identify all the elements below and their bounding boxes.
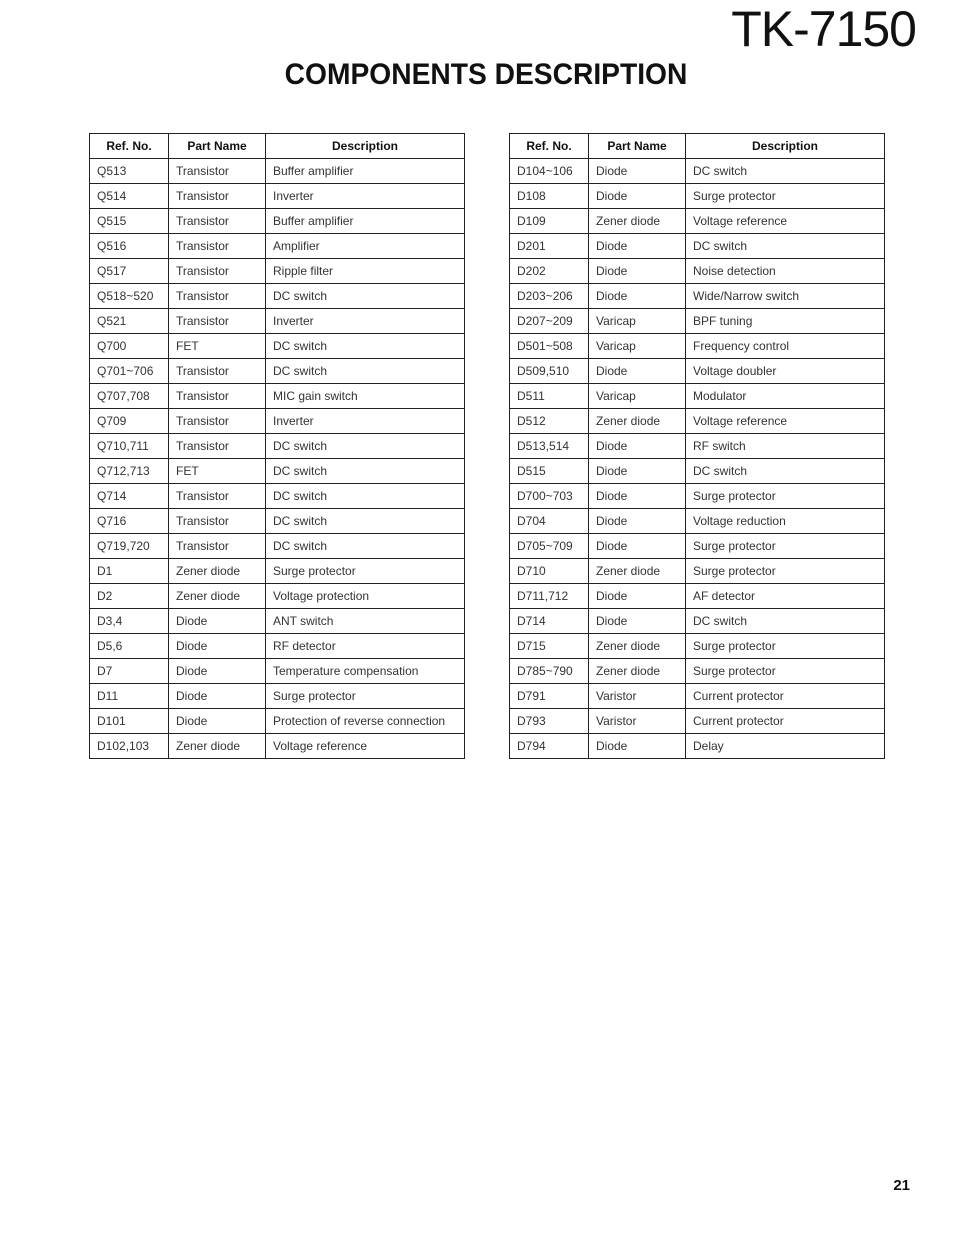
cell-part-name: Transistor [169, 209, 266, 234]
cell-description: Inverter [266, 184, 465, 209]
cell-part-name: Varicap [589, 309, 686, 334]
cell-part-name: Transistor [169, 534, 266, 559]
table-row [90, 459, 465, 484]
cell-ref-no: Q707,708 [90, 384, 169, 409]
cell-ref-no: Q712,713 [90, 459, 169, 484]
page-number: 21 [893, 1177, 910, 1194]
table-row [90, 184, 465, 209]
column-header-ref: Ref. No. [90, 134, 169, 159]
cell-ref-no: Q709 [90, 409, 169, 434]
cell-description: Inverter [266, 409, 465, 434]
table-row [510, 509, 885, 534]
cell-part-name: Zener diode [169, 734, 266, 759]
cell-part-name: Transistor [169, 284, 266, 309]
table-row [90, 734, 465, 759]
cell-ref-no: D791 [510, 684, 589, 709]
cell-ref-no: D794 [510, 734, 589, 759]
cell-part-name: Zener diode [589, 209, 686, 234]
cell-description: Inverter [266, 309, 465, 334]
cell-part-name: Diode [589, 534, 686, 559]
cell-part-name: Transistor [169, 409, 266, 434]
cell-part-name: Diode [589, 434, 686, 459]
cell-description: Surge protector [686, 484, 885, 509]
cell-description: Temperature compensation [266, 659, 465, 684]
cell-ref-no: Q719,720 [90, 534, 169, 559]
table-row [510, 259, 885, 284]
cell-ref-no: D11 [90, 684, 169, 709]
table-row [90, 634, 465, 659]
cell-part-name: Zener diode [589, 659, 686, 684]
cell-description: Surge protector [686, 659, 885, 684]
cell-part-name: Zener diode [169, 584, 266, 609]
table-row [90, 559, 465, 584]
cell-description: Delay [686, 734, 885, 759]
cell-ref-no: D207~209 [510, 309, 589, 334]
cell-description: Voltage doubler [686, 359, 885, 384]
components-table-right-body [510, 159, 885, 759]
table-header-row [510, 134, 885, 159]
table-row [90, 609, 465, 634]
components-table-left-body [90, 159, 465, 759]
cell-part-name: Diode [169, 634, 266, 659]
cell-ref-no: D710 [510, 559, 589, 584]
table-row [90, 209, 465, 234]
cell-description: Surge protector [686, 559, 885, 584]
column-header-desc: Description [686, 134, 885, 159]
cell-description: Voltage protection [266, 584, 465, 609]
cell-part-name: FET [169, 334, 266, 359]
table-row [90, 659, 465, 684]
cell-description: Modulator [686, 384, 885, 409]
cell-ref-no: Q716 [90, 509, 169, 534]
table-row [510, 584, 885, 609]
cell-description: DC switch [266, 484, 465, 509]
cell-part-name: Zener diode [589, 634, 686, 659]
cell-ref-no: D785~790 [510, 659, 589, 684]
table-row [90, 409, 465, 434]
cell-part-name: Diode [589, 484, 686, 509]
cell-ref-no: D202 [510, 259, 589, 284]
cell-part-name: Diode [589, 184, 686, 209]
cell-ref-no: Q517 [90, 259, 169, 284]
cell-part-name: Transistor [169, 259, 266, 284]
cell-part-name: Varistor [589, 684, 686, 709]
cell-description: Ripple filter [266, 259, 465, 284]
cell-ref-no: D109 [510, 209, 589, 234]
cell-ref-no: Q518~520 [90, 284, 169, 309]
cell-description: DC switch [686, 609, 885, 634]
cell-ref-no: D2 [90, 584, 169, 609]
cell-ref-no: D104~106 [510, 159, 589, 184]
table-row [90, 334, 465, 359]
cell-part-name: Transistor [169, 509, 266, 534]
cell-description: MIC gain switch [266, 384, 465, 409]
cell-description: Current protector [686, 709, 885, 734]
cell-ref-no: Q513 [90, 159, 169, 184]
table-row [90, 359, 465, 384]
table-row [510, 734, 885, 759]
cell-part-name: Varicap [589, 384, 686, 409]
cell-ref-no: D201 [510, 234, 589, 259]
cell-part-name: Varistor [589, 709, 686, 734]
table-row [510, 359, 885, 384]
cell-description: DC switch [266, 434, 465, 459]
table-row [510, 284, 885, 309]
cell-part-name: Transistor [169, 359, 266, 384]
cell-ref-no: D714 [510, 609, 589, 634]
cell-ref-no: D102,103 [90, 734, 169, 759]
cell-description: Voltage reduction [686, 509, 885, 534]
table-row [510, 184, 885, 209]
cell-part-name: Transistor [169, 434, 266, 459]
cell-description: Frequency control [686, 334, 885, 359]
cell-description: DC switch [266, 459, 465, 484]
cell-description: Surge protector [686, 634, 885, 659]
cell-part-name: Diode [589, 284, 686, 309]
cell-description: DC switch [266, 334, 465, 359]
cell-ref-no: Q516 [90, 234, 169, 259]
cell-description: DC switch [266, 284, 465, 309]
cell-ref-no: D700~703 [510, 484, 589, 509]
cell-ref-no: D512 [510, 409, 589, 434]
cell-description: Buffer amplifier [266, 209, 465, 234]
cell-description: BPF tuning [686, 309, 885, 334]
cell-ref-no: D3,4 [90, 609, 169, 634]
cell-part-name: Diode [589, 509, 686, 534]
table-row [90, 509, 465, 534]
cell-description: Wide/Narrow switch [686, 284, 885, 309]
cell-description: RF detector [266, 634, 465, 659]
cell-description: AF detector [686, 584, 885, 609]
table-row [510, 534, 885, 559]
cell-ref-no: Q701~706 [90, 359, 169, 384]
cell-description: Surge protector [686, 184, 885, 209]
table-row [510, 609, 885, 634]
cell-part-name: Diode [589, 609, 686, 634]
table-row [510, 409, 885, 434]
cell-part-name: Transistor [169, 184, 266, 209]
components-table-right [509, 133, 885, 759]
cell-description: Surge protector [686, 534, 885, 559]
table-row [510, 334, 885, 359]
cell-ref-no: D1 [90, 559, 169, 584]
cell-description: Buffer amplifier [266, 159, 465, 184]
cell-ref-no: Q521 [90, 309, 169, 334]
cell-part-name: Diode [589, 259, 686, 284]
column-header-desc: Description [266, 134, 465, 159]
cell-description: Current protector [686, 684, 885, 709]
cell-part-name: Zener diode [589, 409, 686, 434]
cell-ref-no: D715 [510, 634, 589, 659]
cell-description: Noise detection [686, 259, 885, 284]
cell-ref-no: D101 [90, 709, 169, 734]
cell-description: Voltage reference [686, 409, 885, 434]
table-row [90, 584, 465, 609]
cell-ref-no: D515 [510, 459, 589, 484]
column-header-part: Part Name [169, 134, 266, 159]
cell-part-name: Diode [589, 734, 686, 759]
cell-ref-no: Q515 [90, 209, 169, 234]
cell-description: DC switch [266, 534, 465, 559]
table-row [510, 659, 885, 684]
cell-part-name: Diode [589, 459, 686, 484]
table-row [510, 484, 885, 509]
table-row [510, 684, 885, 709]
cell-part-name: Zener diode [169, 559, 266, 584]
table-row [90, 434, 465, 459]
cell-part-name: Transistor [169, 384, 266, 409]
model-number: TK-7150 [731, 1, 916, 57]
cell-part-name: Transistor [169, 309, 266, 334]
column-header-ref: Ref. No. [510, 134, 589, 159]
cell-part-name: Transistor [169, 484, 266, 509]
table-row [90, 484, 465, 509]
cell-ref-no: D203~206 [510, 284, 589, 309]
cell-ref-no: Q710,711 [90, 434, 169, 459]
cell-part-name: Diode [169, 659, 266, 684]
cell-description: Amplifier [266, 234, 465, 259]
cell-ref-no: D513,514 [510, 434, 589, 459]
table-row [510, 209, 885, 234]
table-row [90, 159, 465, 184]
cell-ref-no: D7 [90, 659, 169, 684]
cell-description: DC switch [686, 459, 885, 484]
cell-part-name: Diode [589, 159, 686, 184]
cell-ref-no: D509,510 [510, 359, 589, 384]
cell-part-name: Diode [169, 709, 266, 734]
cell-ref-no: D511 [510, 384, 589, 409]
column-header-part: Part Name [589, 134, 686, 159]
table-row [510, 159, 885, 184]
cell-ref-no: D705~709 [510, 534, 589, 559]
cell-description: DC switch [266, 509, 465, 534]
table-row [90, 234, 465, 259]
table-row [510, 709, 885, 734]
table-row [90, 384, 465, 409]
cell-part-name: Diode [589, 359, 686, 384]
cell-ref-no: D108 [510, 184, 589, 209]
cell-part-name: Transistor [169, 234, 266, 259]
cell-part-name: Diode [589, 584, 686, 609]
cell-part-name: Varicap [589, 334, 686, 359]
table-header-row [90, 134, 465, 159]
cell-ref-no: Q714 [90, 484, 169, 509]
table-row [90, 284, 465, 309]
cell-description: Protection of reverse connection [266, 709, 465, 734]
cell-description: DC switch [266, 359, 465, 384]
table-row [90, 309, 465, 334]
table-row [510, 309, 885, 334]
table-row [90, 709, 465, 734]
table-row [510, 559, 885, 584]
cell-description: RF switch [686, 434, 885, 459]
cell-ref-no: D711,712 [510, 584, 589, 609]
cell-part-name: Transistor [169, 159, 266, 184]
page-title: COMPONENTS DESCRIPTION [284, 58, 688, 91]
table-row [90, 259, 465, 284]
cell-ref-no: D5,6 [90, 634, 169, 659]
cell-ref-no: D704 [510, 509, 589, 534]
cell-part-name: Zener diode [589, 559, 686, 584]
cell-description: ANT switch [266, 609, 465, 634]
cell-ref-no: Q514 [90, 184, 169, 209]
cell-description: DC switch [686, 234, 885, 259]
cell-part-name: Diode [589, 234, 686, 259]
cell-ref-no: Q700 [90, 334, 169, 359]
table-row [510, 434, 885, 459]
cell-description: Surge protector [266, 559, 465, 584]
components-table-left [89, 133, 465, 759]
cell-description: Voltage reference [686, 209, 885, 234]
cell-ref-no: D501~508 [510, 334, 589, 359]
table-row [90, 534, 465, 559]
table-row [510, 459, 885, 484]
cell-description: Voltage reference [266, 734, 465, 759]
table-row [90, 684, 465, 709]
table-row [510, 234, 885, 259]
cell-part-name: Diode [169, 609, 266, 634]
cell-part-name: FET [169, 459, 266, 484]
cell-description: Surge protector [266, 684, 465, 709]
cell-part-name: Diode [169, 684, 266, 709]
table-row [510, 634, 885, 659]
cell-ref-no: D793 [510, 709, 589, 734]
table-row [510, 384, 885, 409]
cell-description: DC switch [686, 159, 885, 184]
